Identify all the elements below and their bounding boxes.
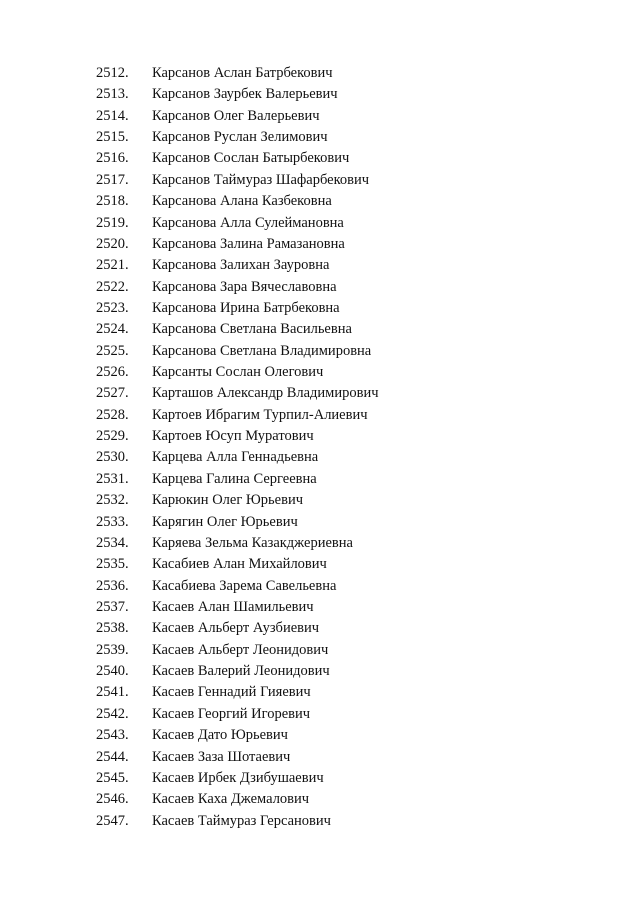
entry-number: 2515. — [96, 129, 129, 146]
entry-name: Касаев Алан Шамильевич — [152, 598, 314, 615]
entry-number: 2532. — [96, 492, 129, 509]
list-item — [0, 704, 640, 725]
entry-name: Карташов Александр Владимирович — [152, 385, 379, 402]
entry-number: 2540. — [96, 663, 129, 680]
entry-number: 2536. — [96, 577, 129, 594]
entry-name: Карсанова Залина Рамазановна — [152, 235, 345, 252]
entry-number: 2547. — [96, 812, 129, 829]
entry-number: 2546. — [96, 791, 129, 808]
entry-name: Касаев Георгий Игоревич — [152, 705, 311, 722]
entry-name: Карсанова Алла Сулеймановна — [152, 214, 344, 231]
list-item — [0, 554, 640, 575]
list-item — [0, 490, 640, 511]
entry-number: 2539. — [96, 641, 129, 658]
entry-number: 2534. — [96, 534, 129, 551]
list-item — [0, 362, 640, 383]
list-item — [0, 277, 640, 298]
entry-name: Касаев Ирбек Дзибушаевич — [152, 769, 324, 786]
list-item — [0, 640, 640, 661]
list-item — [0, 170, 640, 191]
entry-name: Карсанова Залихан Зауровна — [152, 257, 330, 274]
list-item — [0, 597, 640, 618]
list-item — [0, 191, 640, 212]
list-item — [0, 533, 640, 554]
list-item — [0, 234, 640, 255]
entry-name: Карсанова Светлана Васильевна — [152, 321, 352, 338]
list-item — [0, 618, 640, 639]
entry-name: Карсанты Сослан Олегович — [152, 364, 324, 381]
list-item — [0, 383, 640, 404]
list-item — [0, 426, 640, 447]
entry-name: Касаев Каха Джемалович — [152, 791, 310, 808]
entry-number: 2535. — [96, 556, 129, 573]
entry-name: Карюкин Олег Юрьевич — [152, 492, 304, 509]
entry-number: 2544. — [96, 748, 129, 765]
entry-number: 2530. — [96, 449, 129, 466]
entry-number: 2529. — [96, 428, 129, 445]
list-item — [0, 661, 640, 682]
entry-name: Карсанов Аслан Батрбекович — [152, 65, 333, 81]
entry-number: 2524. — [96, 321, 129, 338]
list-item — [0, 63, 640, 84]
entry-name: Карсанов Сослан Батырбекович — [152, 150, 350, 167]
entry-name: Касаев Валерий Леонидович — [152, 663, 330, 680]
list-item — [0, 789, 640, 810]
entry-name: Карсанов Руслан Зелимович — [152, 129, 328, 146]
entry-number: 2528. — [96, 406, 129, 423]
entry-number: 2525. — [96, 342, 129, 359]
entry-name: Карцева Галина Сергеевна — [152, 470, 317, 487]
entry-number: 2542. — [96, 705, 129, 722]
entry-name: Касаев Альберт Аузбиевич — [152, 620, 320, 637]
name-list — [0, 63, 640, 832]
list-item — [0, 469, 640, 490]
entry-number: 2533. — [96, 513, 129, 530]
entry-number: 2512. — [96, 65, 129, 81]
entry-name: Касабиева Зарема Савельевна — [152, 577, 337, 594]
list-item — [0, 682, 640, 703]
entry-number: 2522. — [96, 278, 129, 295]
list-item — [0, 127, 640, 148]
entry-name: Касаев Альберт Леонидович — [152, 641, 329, 658]
entry-number: 2519. — [96, 214, 129, 231]
entry-name: Карсанова Зара Вячеславовна — [152, 278, 337, 295]
list-item — [0, 84, 640, 105]
entry-number: 2520. — [96, 235, 129, 252]
entry-name: Картоев Ибрагим Турпил-Алиевич — [152, 406, 368, 423]
list-item — [0, 747, 640, 768]
list-item — [0, 319, 640, 340]
entry-number: 2538. — [96, 620, 129, 637]
entry-name: Карсанова Светлана Владимировна — [152, 342, 372, 359]
entry-name: Карсанов Олег Валерьевич — [152, 107, 320, 124]
entry-name: Каряева Зельма Казакджериевна — [152, 534, 353, 551]
entry-name: Картоев Юсуп Муратович — [152, 428, 314, 445]
entry-name: Карсанов Таймураз Шафарбекович — [152, 171, 370, 188]
list-item — [0, 576, 640, 597]
entry-number: 2527. — [96, 385, 129, 402]
entry-number: 2526. — [96, 364, 129, 381]
entry-number: 2537. — [96, 598, 129, 615]
list-item — [0, 725, 640, 746]
entry-name: Касаев Таймураз Герсанович — [152, 812, 331, 829]
entry-name: Карсанов Заурбек Валерьевич — [152, 86, 338, 103]
list-item — [0, 148, 640, 169]
entry-number: 2513. — [96, 86, 129, 103]
list-item — [0, 213, 640, 234]
entry-number: 2518. — [96, 193, 129, 210]
list-item — [0, 447, 640, 468]
entry-name: Карсанова Ирина Батрбековна — [152, 299, 340, 316]
entry-name: Касаев Геннадий Гияевич — [152, 684, 311, 701]
list-item — [0, 768, 640, 789]
entry-number: 2541. — [96, 684, 129, 701]
entry-name: Касабиев Алан Михайлович — [152, 556, 327, 573]
entry-number: 2516. — [96, 150, 129, 167]
entry-number: 2545. — [96, 769, 129, 786]
entry-number: 2543. — [96, 727, 129, 744]
entry-number: 2517. — [96, 171, 129, 188]
list-item — [0, 255, 640, 276]
list-item — [0, 811, 640, 832]
entry-number: 2514. — [96, 107, 129, 124]
list-item — [0, 405, 640, 426]
entry-name: Касаев Дато Юрьевич — [152, 727, 288, 744]
list-item — [0, 298, 640, 319]
entry-name: Касаев Заза Шотаевич — [152, 748, 291, 765]
list-item — [0, 341, 640, 362]
list-item — [0, 106, 640, 127]
entry-name: Карцева Алла Геннадьевна — [152, 449, 319, 466]
entry-number: 2521. — [96, 257, 129, 274]
entry-number: 2523. — [96, 299, 129, 316]
entry-number: 2531. — [96, 470, 129, 487]
list-item — [0, 512, 640, 533]
entry-name: Карсанова Алана Казбековна — [152, 193, 332, 210]
entry-name: Карягин Олег Юрьевич — [152, 513, 298, 530]
